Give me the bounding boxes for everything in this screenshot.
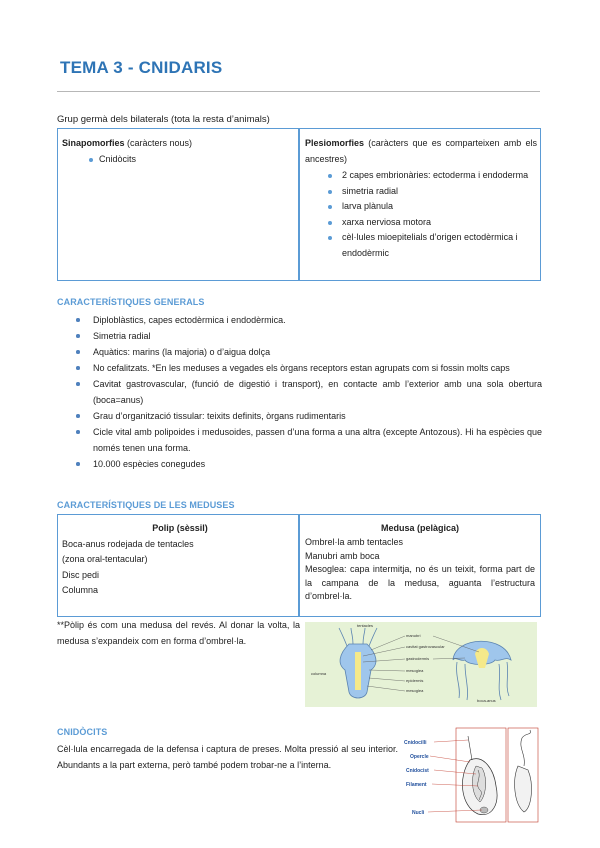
list-item: 2 capes embrionàries: ectoderma i endoderma — [305, 168, 537, 184]
medusa-title: Medusa (pelàgica) — [380, 523, 460, 533]
plesiomorphies-column — [305, 129, 537, 280]
polip-medusa-table — [57, 514, 541, 617]
list-item: Cavitat gastrovascular, (funció de digestió i transport), en contacte amb l’exterior amb una sola obertura (boca=anus) — [57, 376, 542, 408]
list-item: xarxa nerviosa motora — [305, 215, 537, 231]
polip-title: Polip (sèssil) — [152, 523, 208, 533]
polip-column — [62, 515, 298, 616]
synapomorphies-list — [62, 152, 298, 168]
bullet-icon — [328, 205, 332, 209]
diagram-background — [305, 622, 537, 707]
figure-label: Opercle — [410, 754, 429, 760]
synapomorphies-subheading: (caràcters nous) — [124, 138, 193, 148]
bullet-icon — [76, 318, 80, 322]
bullet-icon — [76, 350, 80, 354]
bullet-icon — [76, 430, 80, 434]
bullet-icon — [328, 221, 332, 225]
list-item: Cicle vital amb polipoides i medusoides, passen d’una forma a una altra (excepte Antozous). Hi ha espècies que només tenen una forma. — [57, 424, 542, 456]
diagram-label: boca-anus — [477, 698, 496, 703]
polip-note: **Pòlip és com una medusa del revés. Al donar la volta, la medusa s’expandeix com en forma d’ombrel·la. — [57, 620, 300, 646]
plesiomorphies-heading: Plesiomorfies — [305, 138, 365, 148]
list-item: No cefalitzats. *En les meduses a vegades els òrgans receptors estan agrupats com si fossin molts caps — [57, 360, 542, 376]
bullet-icon — [76, 382, 80, 386]
diagram-label: mesoglea — [406, 688, 424, 693]
polip-line: Boca-anus rodejada de tentacles — [62, 538, 194, 549]
column-divider — [298, 515, 300, 616]
cnidocits-text: Cèl·lula encarregada de la defensa i captura de preses. Molta pressió al seu interior. Abundants a la part externa, però també podem trobar-ne a l’interna. — [57, 744, 398, 770]
list-item: larva plànula — [305, 199, 537, 215]
list-item: cèl·lules mioepitelials d’origen ectodèrmica i endodèrmic — [305, 230, 537, 261]
bullet-icon — [76, 414, 80, 418]
medusa-line: Mesoglea: capa intermitja, no és un teixit, forma part de la campana de la medusa, aguanta l’estructura d’ombrel·la. — [305, 564, 535, 601]
diagram-label: epidermis — [406, 678, 424, 683]
bullet-icon — [76, 462, 80, 466]
list-item: Grau d’organització tissular: teixits definits, òrgans rudimentaris — [57, 408, 542, 424]
diagram-label: gastrodermis — [406, 656, 430, 661]
medusa-line: Ombrel·la amb tentacles — [305, 537, 404, 547]
polip-line: (zona oral-tentacular) — [62, 554, 148, 564]
list-item: 10.000 espècies conegudes — [57, 456, 542, 472]
bullet-icon — [328, 236, 332, 240]
cnidocyte-figure — [400, 726, 540, 824]
cnidocits-heading: CNIDÒCITS — [57, 727, 108, 737]
meduses-heading: CARACTERÍSTIQUES DE LES MEDUSES — [57, 500, 235, 510]
bullet-icon — [89, 158, 93, 162]
bullet-icon — [328, 174, 332, 178]
list-item: Simetria radial — [57, 328, 542, 344]
synapomorphies-heading: Sinapomorfies — [62, 138, 125, 148]
polip-cavity-shape — [355, 652, 361, 690]
list-item: Aquàtics: marins (la majoria) o d’aigua dolça — [57, 344, 542, 360]
figure-label: Cnidocilli — [404, 740, 427, 746]
general-list — [57, 312, 542, 472]
plesiomorphies-subheading: (caràcters que es comparteixen amb els ancestres) — [305, 138, 537, 164]
synapomorphies-column — [62, 129, 298, 280]
polip-medusa-diagram — [305, 622, 537, 707]
diagram-label: manubri — [406, 633, 421, 638]
list-item: Diploblàstics, capes ectodèrmica i endodèrmica. — [57, 312, 542, 328]
figure-label: Nucli — [412, 810, 425, 816]
plesiomorphies-list — [305, 168, 537, 261]
bullet-icon — [328, 190, 332, 194]
polip-line: Columna — [62, 585, 99, 595]
figure-label: Filament — [406, 782, 427, 788]
diagram-label: cavitat gastrovascular — [406, 644, 445, 649]
title-divider — [57, 91, 540, 92]
figure-label: Cnidocist — [406, 768, 429, 774]
traits-table — [57, 128, 541, 281]
list-item: Cnidòcits — [62, 152, 298, 168]
bullet-icon — [76, 366, 80, 370]
medusa-column — [305, 515, 535, 616]
polip-line: Disc pedi — [62, 569, 100, 580]
diagram-label: mesoglea — [406, 668, 424, 673]
general-heading: CARACTERÍSTIQUES GENERALS — [57, 297, 205, 307]
list-item: simetria radial — [305, 184, 537, 200]
column-divider — [298, 129, 300, 280]
bullet-icon — [76, 334, 80, 338]
diagram-label: columna — [311, 671, 327, 676]
intro-text: Grup germà dels bilaterals (tota la resta d’animals) — [57, 114, 270, 125]
page-title: TEMA 3 - CNIDARIS — [60, 58, 223, 77]
medusa-line: Manubri amb boca — [305, 550, 380, 561]
diagram-label: tentacles — [357, 623, 374, 628]
